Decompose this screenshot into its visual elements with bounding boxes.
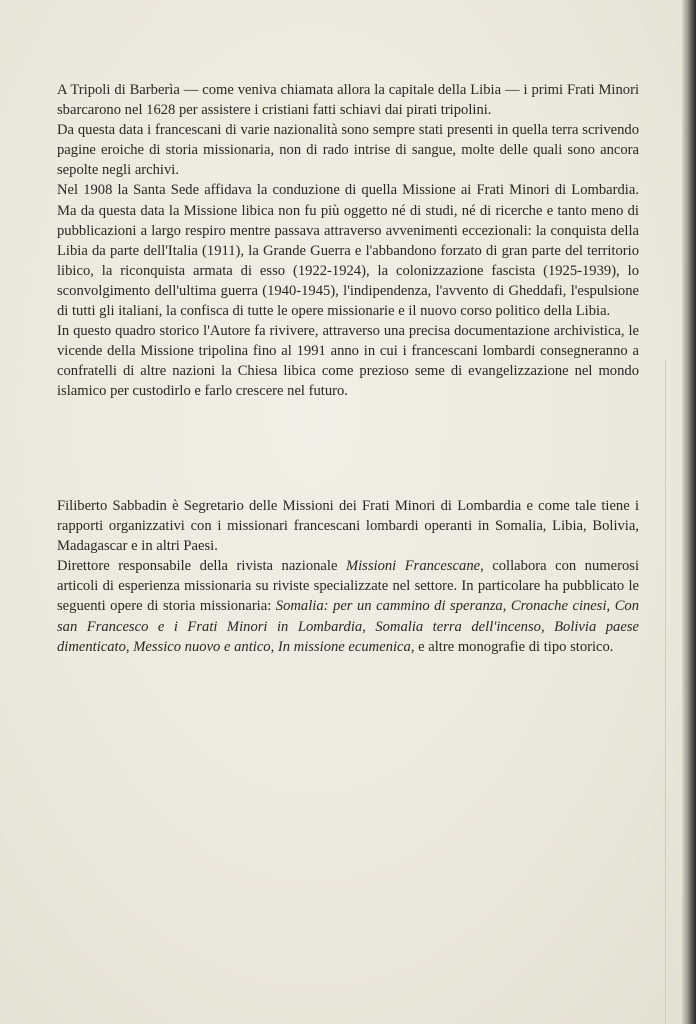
separator: , bbox=[125, 638, 134, 655]
book-title: In missione ecumenica bbox=[277, 638, 411, 655]
magazine-title: Missioni Francescane bbox=[345, 558, 481, 575]
cover-fold-line bbox=[665, 360, 666, 1024]
author-bio-paragraph-2 bbox=[57, 556, 639, 656]
author-biography bbox=[57, 496, 639, 657]
book-title: Somalia terra dell'incenso bbox=[375, 618, 541, 635]
author-bio-paragraph-1: Filiberto Sabbadin è Segretario delle Missioni dei Frati Minori di Lombardia e come tale tiene i rapporti organizzativi con i missionari francescani lombardi operanti in Somalia, Libia, Bolivia, Madagascar e in altri Paesi. bbox=[57, 498, 639, 555]
book-title: Cronache cinesi bbox=[510, 598, 607, 615]
book-title: Somalia: per un cammino di speranza bbox=[275, 598, 503, 615]
separator: , bbox=[606, 598, 615, 615]
cover-spine-edge bbox=[682, 0, 696, 1024]
book-title: Messico nuovo e antico bbox=[133, 638, 271, 655]
separator: , bbox=[540, 618, 555, 635]
description-paragraph-3: Nel 1908 la Santa Sede affidava la conduzione di quella Missione ai Frati Minori di Lombardia. Ma da questa data la Missione libica non fu più oggetto né di studi, né di ricerche e tanto meno di pubblicazioni a largo respiro mentre passava attraverso avvenimenti eccezionali: la conquista della Libia da parte dell'Italia (1911), la Grande Guerra e l'abbandono forzato di gran parte del territorio libico, la riconquista armata di esso (1922-1924), la colonizzazione fascista (1925-1939), lo sconvolgimento dell'ultima guerra (1940-1945), l'indipendenza, l'avvento di Gheddafi, l'espulsione di tutti gli italiani, la confisca di tutte le opere missionarie e il nuovo corso politico della Libia. bbox=[57, 182, 639, 320]
bio-text: , e altre monografie di tipo storico. bbox=[410, 638, 614, 655]
separator: , bbox=[270, 638, 278, 655]
bio-text: , collabora con numerosi articoli di esperienza missionaria su riviste specializzate nel settore. In particolare ha pubblicato le seguenti opere di storia missionaria: bbox=[57, 558, 639, 615]
bio-text: Direttore responsabile della rivista nazionale bbox=[57, 558, 346, 575]
separator: , bbox=[362, 618, 376, 635]
book-title: Bolivia paese dimenticato bbox=[57, 618, 639, 655]
book-title: Con san Francesco e i Frati Minori in Lombardia bbox=[57, 598, 640, 635]
book-description bbox=[57, 80, 639, 402]
separator: , bbox=[502, 598, 511, 615]
description-paragraph-2: Da questa data i francescani di varie nazionalità sono sempre stati presenti in quella terra scrivendo pagine eroiche di storia missionaria, non di rado intrise di sangue, molte delle quali sono ancora sepolte negli archivi. bbox=[57, 122, 639, 179]
description-paragraph-4: In questo quadro storico l'Autore fa rivivere, attraverso una precisa documentazione archivistica, le vicende della Missione tripolina fino al 1991 anno in cui i francescani lombardi consegneranno a confratelli di altre nazioni la Chiesa libica come prezioso seme di evangelizzazione nel mondo islamico per custodirlo e farlo crescere nel futuro. bbox=[57, 323, 639, 400]
description-paragraph-1: A Tripoli di Barberìa — come veniva chiamata allora la capitale della Libia — i primi Frati Minori sbarcarono nel 1628 per assistere i cristiani fatti schiavi dai pirati tripolini. bbox=[57, 82, 639, 119]
